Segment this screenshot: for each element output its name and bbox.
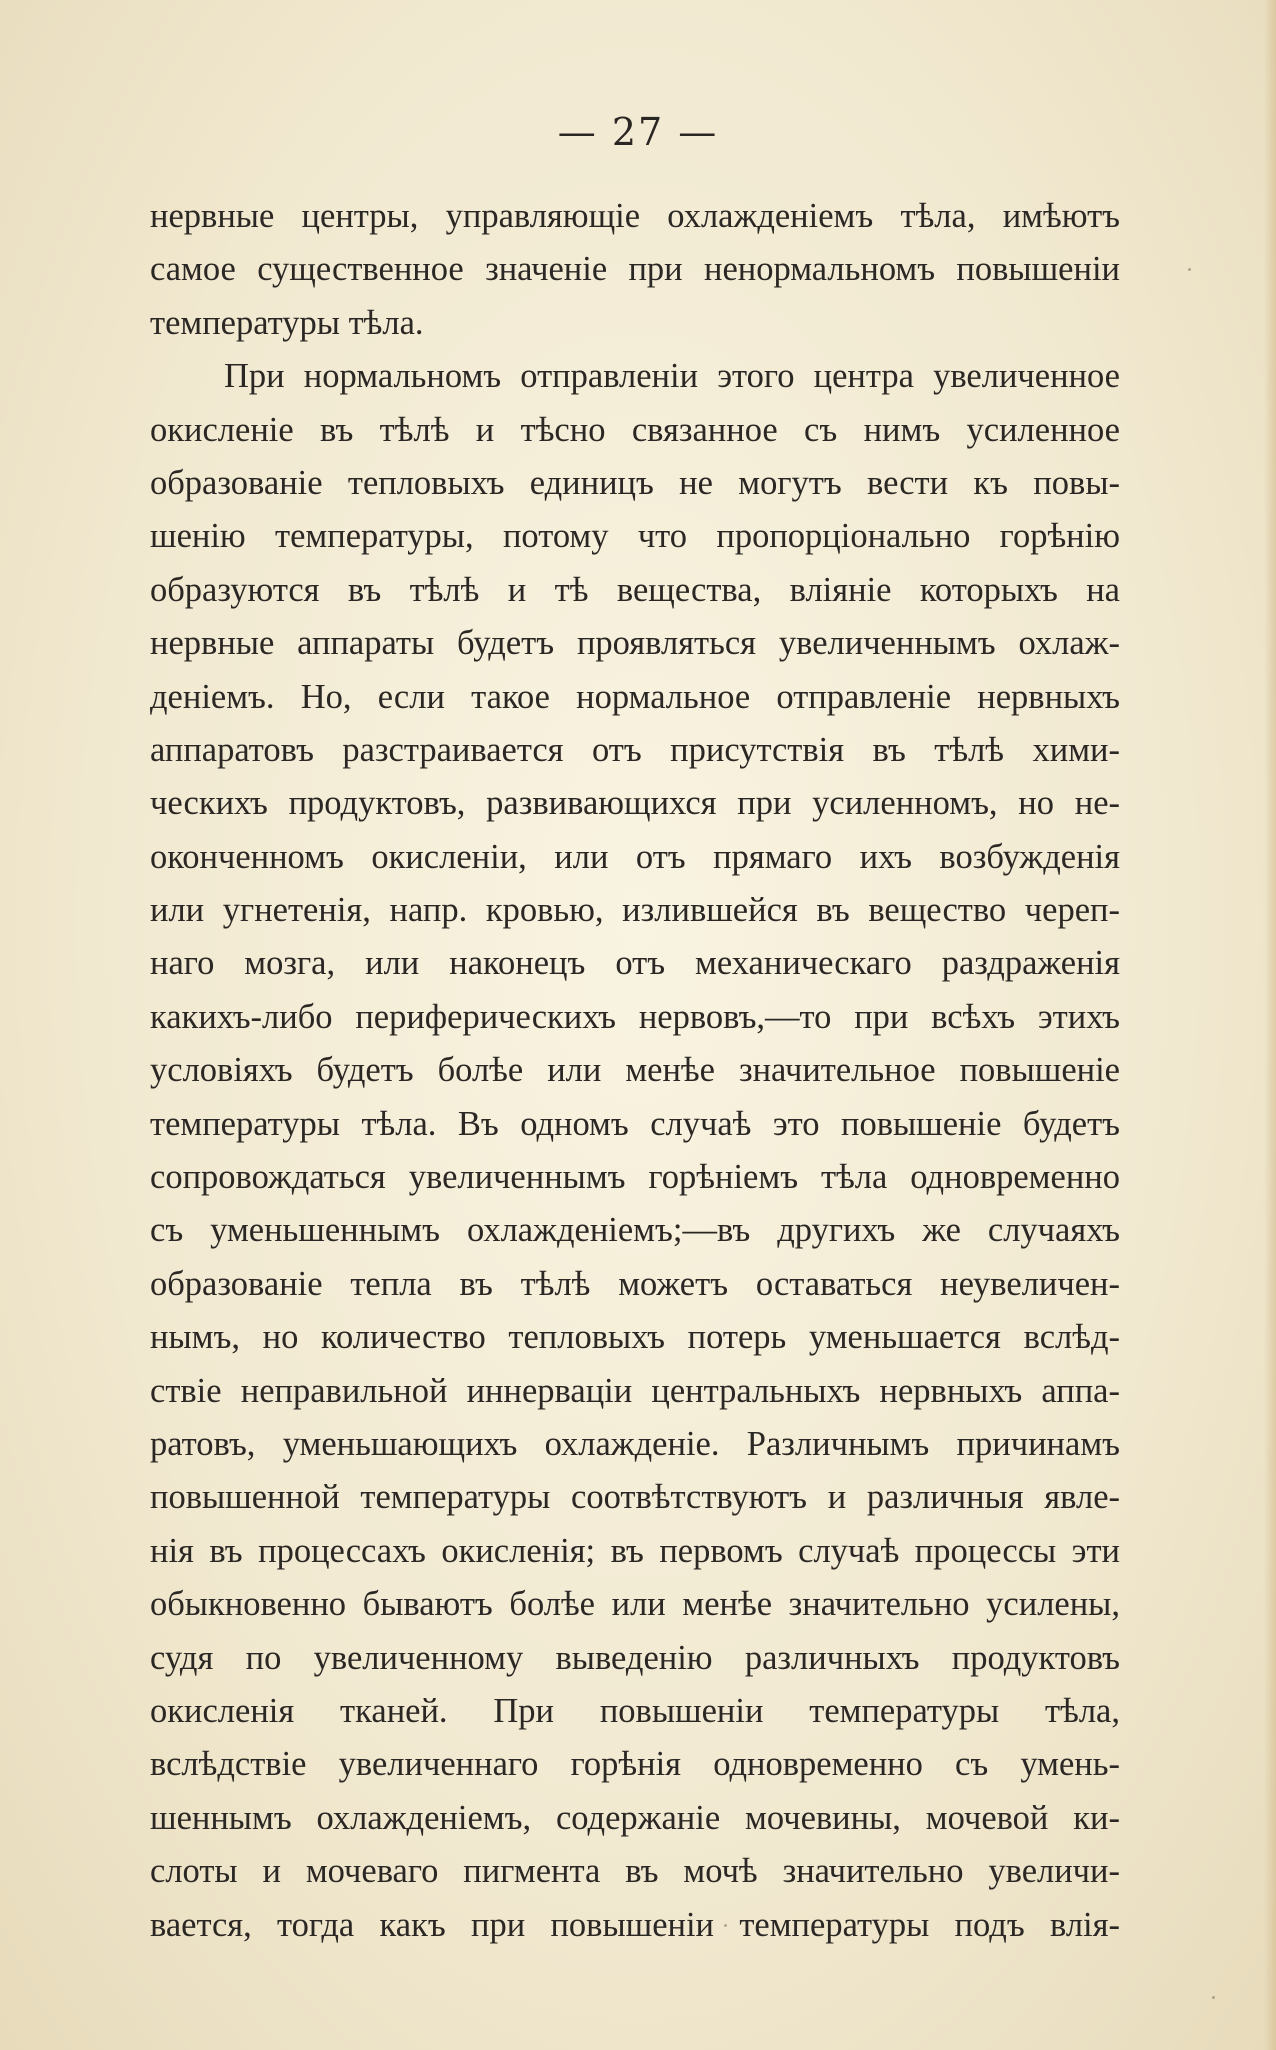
text-line: нервные центры, управляющіе охлажденіемъ тѣла, имѣютъ: [150, 197, 1120, 235]
text-line: ствіе неправильной иннерваціи центральныхъ нервныхъ аппа-: [150, 1371, 1120, 1410]
text-line: слоты и мочеваго пигмента въ мочѣ значительно увеличи-: [150, 1852, 1120, 1891]
text-line: аппаратовъ разстраивается отъ присутствія въ тѣлѣ хими-: [150, 730, 1120, 769]
text-line: ческихъ продуктовъ, развивающихся при усиленномъ, но не-: [150, 784, 1120, 823]
text-line: образуются въ тѣлѣ и тѣ вещества, вліяніе которыхъ на: [150, 570, 1120, 609]
paper-speck: [724, 1924, 727, 1927]
text-line: окисленія тканей. При повышеніи температуры тѣла,: [150, 1691, 1120, 1730]
text-line: наго мозга, или наконецъ отъ механическаго раздраженія: [150, 944, 1120, 983]
text-line: оконченномъ окисленіи, или отъ прямаго ихъ возбужденія: [150, 837, 1120, 876]
text-line: нія въ процессахъ окисленія; въ первомъ случаѣ процессы эти: [150, 1531, 1120, 1570]
text-line: условіяхъ будетъ болѣе или менѣе значительное повышеніе: [150, 1051, 1120, 1090]
text-line: нервные аппараты будетъ проявляться увеличеннымъ охлаж-: [150, 624, 1120, 663]
paper-speck: [1212, 1996, 1215, 1999]
page-edge-shadow: [1264, 0, 1276, 2050]
text-line: нымъ, но количество тепловыхъ потерь уменьшается вслѣд-: [150, 1318, 1120, 1357]
text-line: температуры тѣла. Въ одномъ случаѣ это повышеніе будетъ: [150, 1104, 1120, 1143]
text-line: ратовъ, уменьшающихъ охлажденіе. Различнымъ причинамъ: [150, 1424, 1120, 1463]
text-line: самое существенное значеніе при ненормальномъ повышеніи: [150, 250, 1120, 289]
text-line: образованіе тепла въ тѣлѣ можетъ оставаться неувеличен-: [150, 1264, 1120, 1303]
text-line: шеннымъ охлажденіемъ, содержаніе мочевины, мочевой ки-: [150, 1798, 1120, 1837]
text-line: судя по увеличенному выведенію различныхъ продуктовъ: [150, 1638, 1120, 1677]
text-line: шенію температуры, потому что пропорціонально горѣнію: [150, 517, 1120, 556]
text-line: вслѣдствіе увеличеннаго горѣнія одновременно съ умень-: [150, 1745, 1120, 1784]
paragraph-first-line: При нормальномъ отправленіи этого центра увеличенное: [224, 357, 1120, 396]
text-line: окисленіе въ тѣлѣ и тѣсно связанное съ нимъ усиленное: [150, 410, 1120, 449]
text-line: или угнетенія, напр. кровью, излившейся въ вещество череп-: [150, 891, 1120, 930]
text-line: съ уменьшеннымъ охлажденіемъ;—въ другихъ же случаяхъ: [150, 1211, 1120, 1250]
text-line: температуры тѣла.: [150, 303, 424, 342]
text-line: вается, тогда какъ при повышеніи температуры подъ влія-: [150, 1905, 1120, 1944]
page-number: — 27 —: [557, 110, 719, 154]
text-line: обыкновенно бываютъ болѣе или менѣе значительно усилены,: [150, 1585, 1120, 1624]
text-line: образованіе тепловыхъ единицъ не могутъ вести къ повы-: [150, 463, 1120, 502]
body-text: [150, 190, 1120, 1952]
text-line: какихъ-либо периферическихъ нервовъ,—то при всѣхъ этихъ: [150, 997, 1120, 1036]
text-line: деніемъ. Но, если такое нормальное отправленіе нервныхъ: [150, 677, 1120, 716]
text-line: повышенной температуры соотвѣтствуютъ и различныя явле-: [150, 1478, 1120, 1517]
paper-speck: [1188, 268, 1191, 271]
text-line: сопровождаться увеличеннымъ горѣніемъ тѣла одновременно: [150, 1158, 1120, 1197]
